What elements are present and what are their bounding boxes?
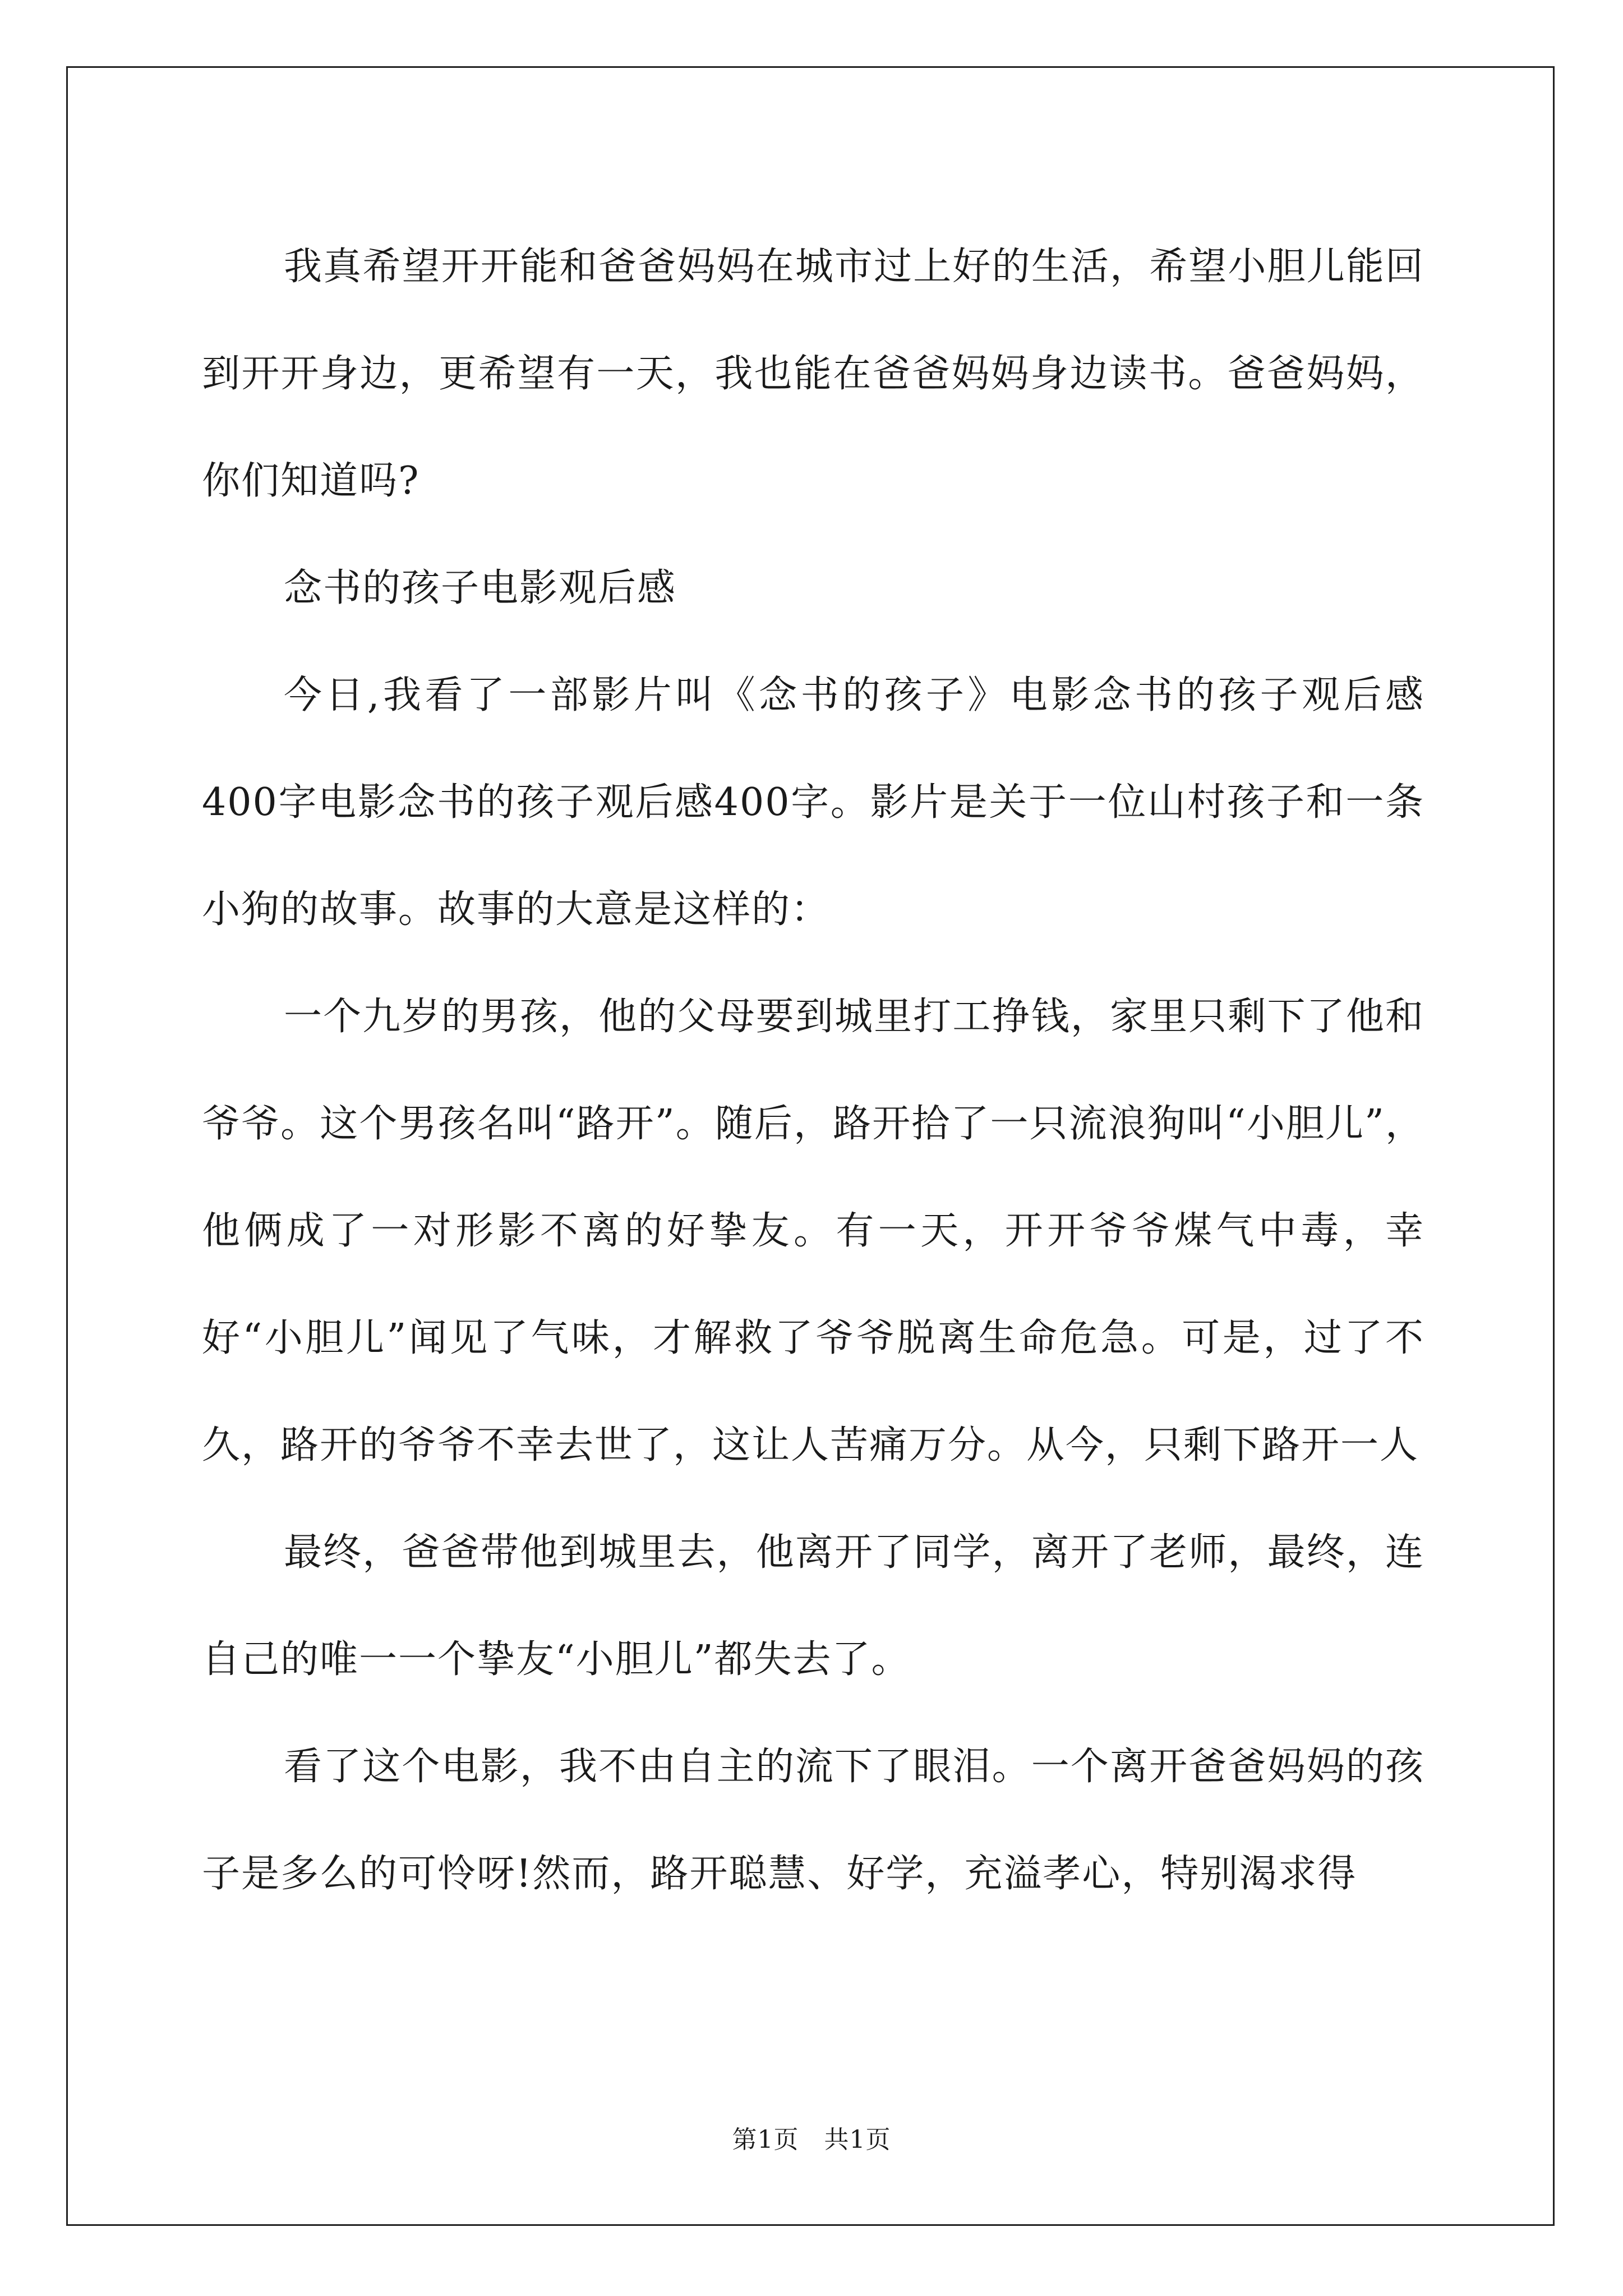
paragraph-5: 看了这个电影，我不由自主的流下了眼泪。一个离开爸爸妈妈的孩子是多么的可怜呀!然而，路开聪慧、好学，充溢孝心，特别渴求得: [202, 1745, 1424, 1896]
paragraph-3: 一个九岁的男孩，他的父母要到城里打工挣钱，家里只剩下了他和爷爷。这个男孩名叫“路开”。随后，路开拾了一只流浪狗叫“小胆儿”，他俩成了一对形影不离的好挚友。有一天，开开爷爷煤气中毒，幸好“小胆儿”闻见了气味，才解救了爷爷脱离生命危急。可是，过了不久，路开的爷爷不幸去世了，这让人苦痛万分。从今，只剩下路开一人: [202, 995, 1424, 1467]
section-title: 念书的孩子电影观后感: [284, 566, 677, 610]
page-footer: [0, 2123, 1623, 2157]
document-body: [202, 213, 1424, 1927]
paragraph-1: 我真希望开开能和爸爸妈妈在城市过上好的生活，希望小胆儿能回到开开身边，更希望有一天，我也能在爸爸妈妈身边读书。爸爸妈妈，你们知道吗?: [202, 245, 1424, 503]
paragraph-4: 最终，爸爸带他到城里去，他离开了同学，离开了老师，最终，连自己的唯一一个挚友“小胆儿”都失去了。: [202, 1530, 1424, 1682]
paragraph-2: 今日,我看了一部影片叫《念书的孩子》电影念书的孩子观后感400字电影念书的孩子观后感400字。影片是关于一位山村孩子和一条小狗的故事。故事的大意是这样的：: [202, 673, 1424, 932]
page-number: 第1页 共1页: [732, 2125, 891, 2154]
